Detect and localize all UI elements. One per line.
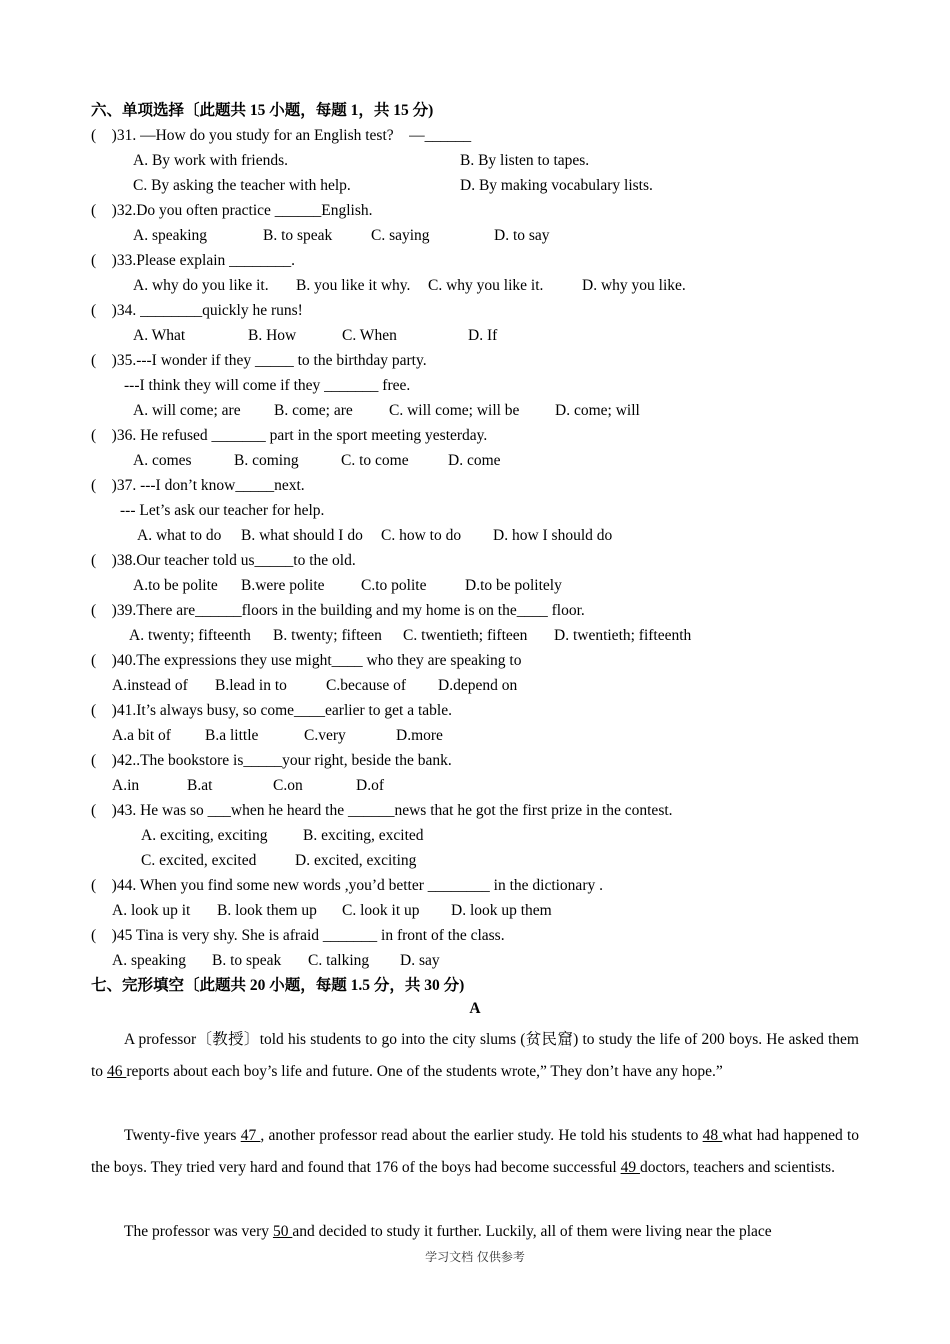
q34-option-c: C. When xyxy=(342,327,397,344)
paragraph-text: , another professor read about the earlier study. He told his students to xyxy=(260,1127,703,1144)
q37-option-b: B. what should I do xyxy=(241,527,363,544)
passage-paragraph-3 xyxy=(91,1216,859,1248)
paragraph-text: reports about each boy’s life and future. One of the students wrote,” They don’t have any hope.” xyxy=(126,1063,723,1080)
q39-option-c: C. twentieth; fifteen xyxy=(403,627,528,644)
paragraph-text: A professor〔教授〕told his students to go into the city slums (贫民窟) to study the life of 200 boys. He asked them to xyxy=(91,1031,859,1080)
blank-50: 50 xyxy=(272,1223,293,1240)
q33-option-b: B. you like it why. xyxy=(296,277,411,294)
q33-option-d: D. why you like. xyxy=(582,277,686,294)
q44-option-d: D. look up them xyxy=(451,902,552,919)
q39-option-d: D. twentieth; fifteenth xyxy=(554,627,692,644)
q38-option-b: B.were polite xyxy=(241,577,325,594)
question-43: ( )43. He was so ___when he heard the ______news that he got the first prize in the contest. xyxy=(91,802,673,819)
q37-option-d: D. how I should do xyxy=(493,527,613,544)
q41-option-d: D.more xyxy=(396,727,443,744)
question-32: ( )32.Do you often practice ______English. xyxy=(91,202,373,219)
q34-option-b: B. How xyxy=(248,327,297,344)
q44-option-b: B. look them up xyxy=(217,902,317,919)
question-39: ( )39.There are______floors in the building and my home is on the____ floor. xyxy=(91,602,585,619)
q42-option-a: A.in xyxy=(112,777,140,794)
blank-46: 46 xyxy=(106,1063,127,1080)
question-35: ( )35.---I wonder if they _____ to the birthday party. xyxy=(91,352,427,369)
q38-option-d: D.to be politely xyxy=(465,577,562,594)
q33-option-a: A. why do you like it. xyxy=(133,277,269,294)
q41-option-b: B.a little xyxy=(205,727,259,744)
q39-option-b: B. twenty; fifteen xyxy=(273,627,382,644)
paragraph-text: doctors, teachers and scientists. xyxy=(639,1159,835,1176)
blank-47: 47 xyxy=(240,1127,261,1144)
q44-option-c: C. look it up xyxy=(342,902,420,919)
q41-option-a: A.a bit of xyxy=(112,727,171,744)
q35-option-b: B. come; are xyxy=(274,402,353,419)
q39-option-a: A. twenty; fifteenth xyxy=(129,627,251,644)
question-34: ( )34. ________quickly he runs! xyxy=(91,302,303,319)
q32-option-a: A. speaking xyxy=(133,227,208,244)
q31-option-c: C. By asking the teacher with help. xyxy=(133,177,351,194)
q43-option-c: C. excited, excited xyxy=(141,852,257,869)
passage-label: A xyxy=(469,1000,481,1017)
q38-option-a: A.to be polite xyxy=(133,577,218,594)
question-35-reply: ---I think they will come if they _______ free. xyxy=(124,377,411,394)
question-37: ( )37. ---I don’t know_____next. xyxy=(91,477,305,494)
q40-option-c: C.because of xyxy=(326,677,407,694)
q35-option-c: C. will come; will be xyxy=(389,402,520,419)
q40-option-b: B.lead in to xyxy=(215,677,287,694)
q32-option-c: C. saying xyxy=(371,227,430,244)
q45-option-d: D. say xyxy=(400,952,440,969)
question-45: ( )45 Tina is very shy. She is afraid _______ in front of the class. xyxy=(91,927,505,944)
q34-option-a: A. What xyxy=(133,327,186,344)
paragraph-text: what had happened to the boys. They tried very hard and found that 176 of the boys had become successful xyxy=(91,1127,859,1176)
q36-option-a: A. comes xyxy=(133,452,192,469)
q44-option-a: A. look up it xyxy=(112,902,191,919)
question-37-reply: --- Let’s ask our teacher for help. xyxy=(120,502,325,519)
question-42: ( )42..The bookstore is_____your right, beside the bank. xyxy=(91,752,452,769)
blank-48: 48 xyxy=(702,1127,723,1144)
question-36: ( )36. He refused _______ part in the sport meeting yesterday. xyxy=(91,427,488,444)
q45-option-b: B. to speak xyxy=(212,952,282,969)
q43-option-a: A. exciting, exciting xyxy=(141,827,268,844)
q45-option-c: C. talking xyxy=(308,952,370,969)
q36-option-c: C. to come xyxy=(341,452,409,469)
q31-option-a: A. By work with friends. xyxy=(133,152,288,169)
q37-option-a: A. what to do xyxy=(137,527,222,544)
q31-option-d: D. By making vocabulary lists. xyxy=(460,177,653,194)
question-41: ( )41.It’s always busy, so come____earlier to get a table. xyxy=(91,702,452,719)
q36-option-d: D. come xyxy=(448,452,501,469)
page-footer: 学习文档 仅供参考 xyxy=(425,1250,525,1264)
q36-option-b: B. coming xyxy=(234,452,299,469)
q42-option-b: B.at xyxy=(187,777,213,794)
section-6-heading: 六、单项选择〔此题共 15 小题，每题 1，共 15 分) xyxy=(91,102,434,119)
section-7-heading: 七、完形填空〔此题共 20 小题，每题 1.5 分，共 30 分) xyxy=(91,977,465,994)
passage-paragraph-1 xyxy=(91,1024,859,1088)
q34-option-d: D. If xyxy=(468,327,498,344)
question-31: ( )31. —How do you study for an English test? —______ xyxy=(91,127,472,144)
q32-option-b: B. to speak xyxy=(263,227,333,244)
q35-option-d: D. come; will xyxy=(555,402,640,419)
blank-49: 49 xyxy=(620,1159,640,1176)
question-40: ( )40.The expressions they use might____ who they are speaking to xyxy=(91,652,522,669)
q31-option-b: B. By listen to tapes. xyxy=(460,152,590,169)
q41-option-c: C.very xyxy=(304,727,346,744)
q45-option-a: A. speaking xyxy=(112,952,187,969)
paragraph-text: The professor was very xyxy=(124,1223,273,1240)
q35-option-a: A. will come; are xyxy=(133,402,241,419)
q43-option-d: D. excited, exciting xyxy=(295,852,417,869)
question-44: ( )44. When you find some new words ,you’d better ________ in the dictionary . xyxy=(91,877,603,894)
question-38: ( )38.Our teacher told us_____to the old. xyxy=(91,552,356,569)
q38-option-c: C.to polite xyxy=(361,577,427,594)
q40-option-d: D.depend on xyxy=(438,677,518,694)
paragraph-text: and decided to study it further. Luckily, all of them were living near the place xyxy=(292,1223,772,1240)
q37-option-c: C. how to do xyxy=(381,527,462,544)
q42-option-c: C.on xyxy=(273,777,303,794)
q43-option-b: B. exciting, excited xyxy=(303,827,424,844)
q33-option-c: C. why you like it. xyxy=(428,277,544,294)
paragraph-text: Twenty-five years xyxy=(124,1127,241,1144)
q32-option-d: D. to say xyxy=(494,227,550,244)
q42-option-d: D.of xyxy=(356,777,384,794)
q40-option-a: A.instead of xyxy=(112,677,188,694)
passage-paragraph-2 xyxy=(91,1120,859,1184)
question-33: ( )33.Please explain ________. xyxy=(91,252,296,269)
